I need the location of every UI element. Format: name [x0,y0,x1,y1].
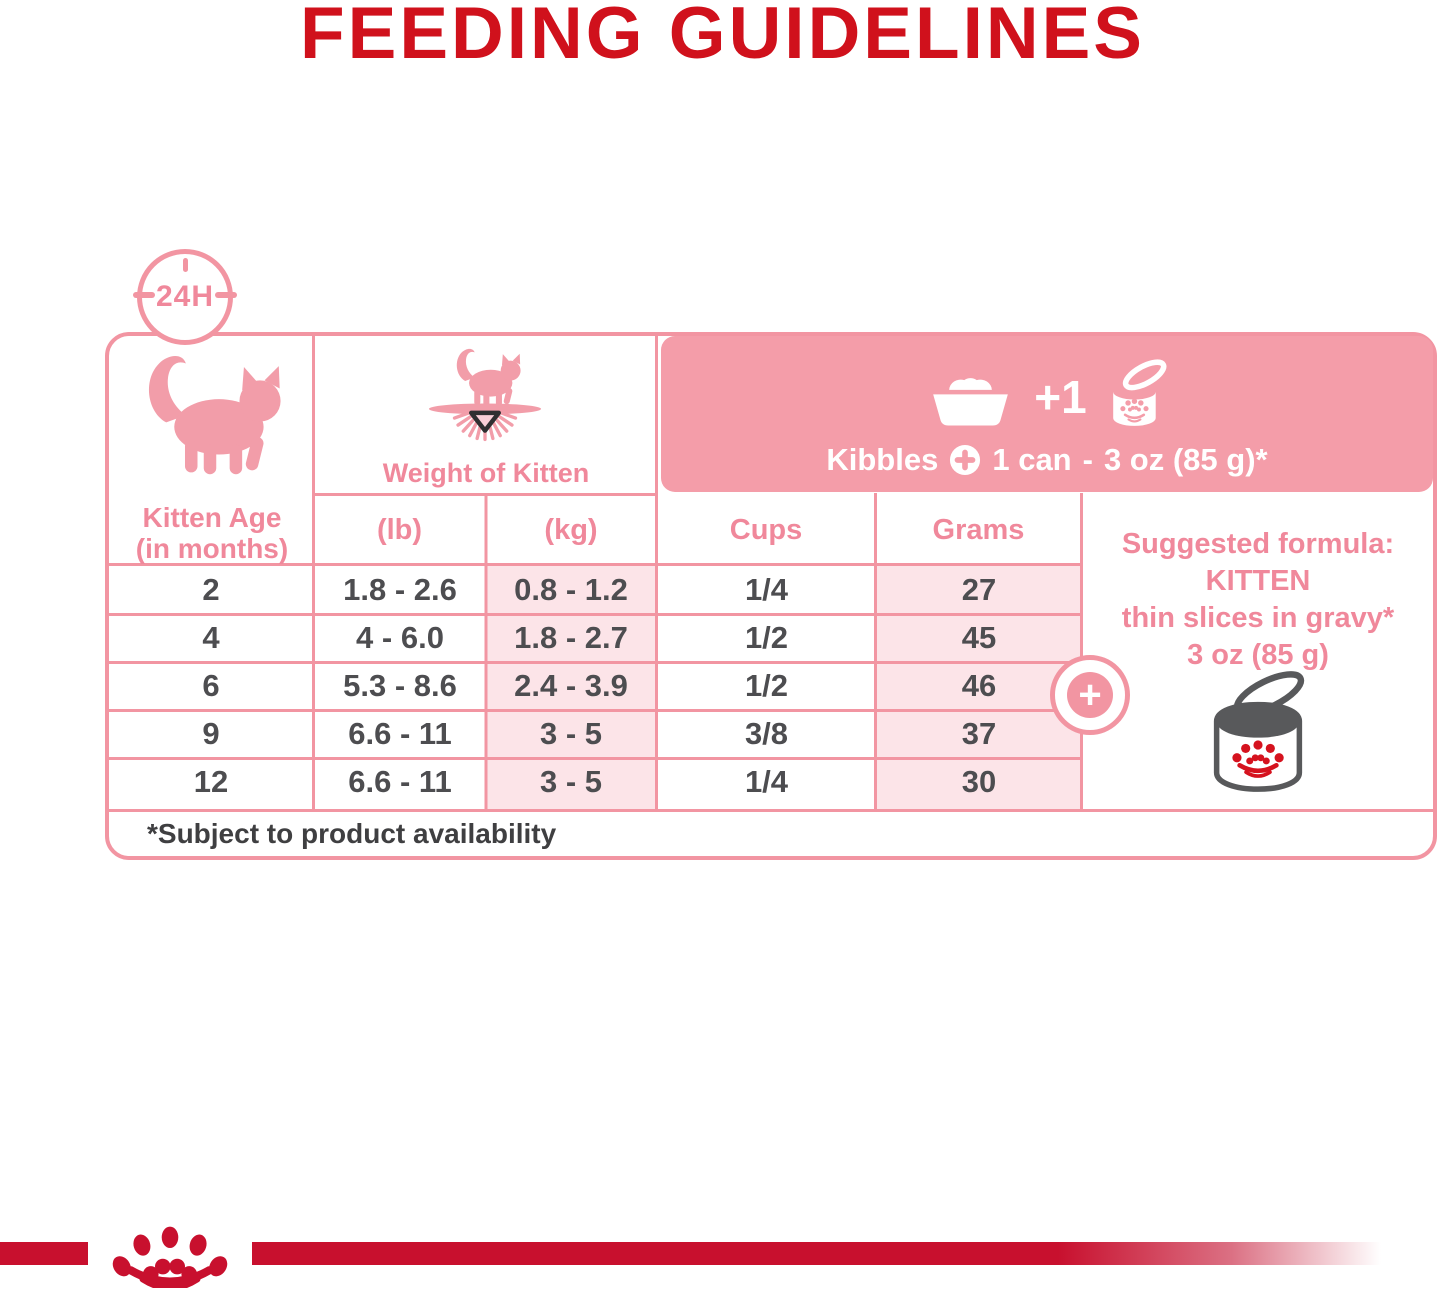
cell-cups: 1/2 [744,620,789,655]
suggested-line4: 3 oz (85 g) [1187,639,1329,671]
clock-24h-icon [137,249,233,345]
cell-cups: 1/4 [744,572,789,607]
suggested-line2: KITTEN [1205,565,1311,597]
amount-label: 3 oz (85 g)* [1103,442,1268,477]
cell-age: 9 [202,716,220,751]
plus-one-label: +1 [1034,371,1087,423]
cell-grams: 30 [961,764,997,799]
cell-age: 4 [202,620,220,655]
cell-lb: 5.3 - 8.6 [343,668,457,703]
cell-lb: 1.8 - 2.6 [343,572,457,607]
clock-dash-icon [215,292,237,298]
suggested-line1: Suggested formula: [1121,528,1395,560]
table-row [109,662,1083,710]
kitten-silhouette-icon [134,342,286,476]
banner-caption [826,442,1267,478]
age-column-header [109,502,315,564]
plus-badge-icon [949,444,981,476]
table-row [109,758,1083,806]
brand-bar-left [0,1242,88,1265]
plus-glyph: + [1067,672,1113,718]
open-can-icon [1103,357,1171,437]
clock-dash-icon [133,292,155,298]
kibbles-plus-can-banner [661,336,1433,492]
dash-label: - [1082,442,1093,477]
clock-label: 24H [155,280,215,313]
cups-column-header: Cups [729,513,803,546]
clock-tick-icon [183,258,188,272]
cell-grams: 45 [961,620,997,655]
brand-bar-right [252,1242,1404,1265]
suggested-line3: thin slices in gravy* [1121,602,1395,634]
table-row [109,566,1083,614]
cell-kg: 0.8 - 1.2 [514,572,628,607]
kibbles-label: Kibbles [826,442,939,477]
cell-age: 12 [193,764,229,799]
cell-grams: 27 [961,572,997,607]
weight-column-header: Weight of Kitten [382,458,590,488]
cell-lb: 4 - 6.0 [356,620,444,655]
banner-icons [923,354,1170,440]
cell-kg: 3 - 5 [539,716,603,751]
suggested-formula-block [1083,526,1433,674]
cell-grams: 37 [961,716,997,751]
cell-kg: 2.4 - 3.9 [514,668,628,703]
cell-lb: 6.6 - 11 [348,764,452,799]
age-header-line1: Kitten Age [142,502,282,533]
food-bowl-icon [923,365,1018,429]
cell-age: 2 [202,572,220,607]
kg-column-header: (kg) [544,513,598,546]
open-can-crown-illustration [1201,664,1315,804]
footnote: *Subject to product availability [147,818,557,849]
cell-cups: 1/2 [744,668,789,703]
feeding-table [105,332,1437,860]
royal-canin-crown-logo [92,1210,248,1288]
cell-age: 6 [202,668,220,703]
grams-column-header: Grams [932,513,1025,546]
cell-kg: 1.8 - 2.7 [514,620,628,655]
lb-column-header: (lb) [376,513,423,546]
cell-grams: 46 [961,668,997,703]
cell-lb: 6.6 - 11 [348,716,452,751]
kitten-on-scale-icon [406,344,564,466]
age-header-line2: (in months) [135,533,289,564]
cell-cups: 3/8 [744,716,789,751]
cell-cups: 1/4 [744,764,789,799]
table-row [109,614,1083,662]
can-count-label: 1 can [992,442,1072,477]
table-row [109,710,1083,758]
plus-circle-icon [1050,655,1130,735]
page-title: FEEDING GUIDELINES [300,0,1145,74]
cell-kg: 3 - 5 [539,764,603,799]
